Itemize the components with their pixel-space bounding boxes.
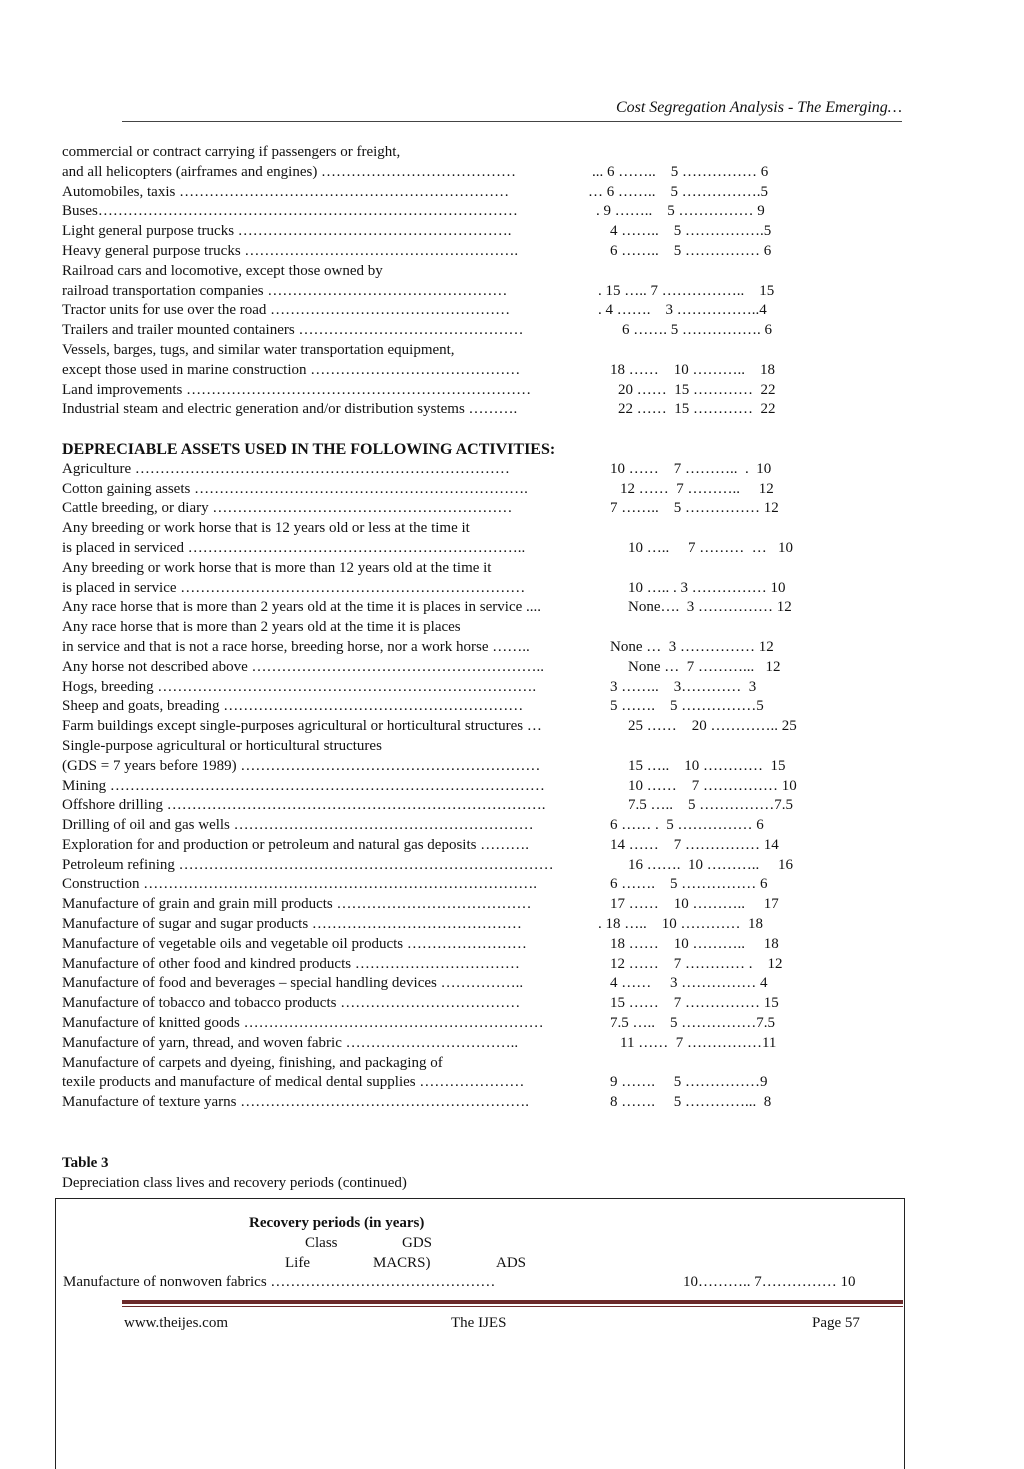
item-description: Light general purpose trucks ………………………………………………. [62,223,512,240]
table-col-macrs: MACRS) [373,1255,431,1271]
item-values: 6 ……. 5 ……………. 6 [622,322,772,339]
item-values: 7 …….. 5 …………… 12 [610,500,779,517]
list-item [62,143,862,163]
list-item [62,1073,862,1093]
list-item [62,301,862,321]
table-row-description: Manufacture of nonwoven fabrics ……………………………………… [63,1274,496,1290]
item-values: 11 …… 7 ……………11 [620,1034,777,1051]
footer-rule-thick [122,1300,903,1304]
running-header-title: Cost Segregation Analysis - The Emerging… [615,99,902,116]
table-row-values: 10……….. 7…………… 10 [683,1274,856,1290]
item-values: None…. 3 …………… 12 [628,599,792,616]
list-item [62,539,862,559]
item-values: 20 …… 15 ………… 22 [618,381,776,398]
item-description: Mining …………………………………………………………………………… [62,777,545,794]
item-values: 15 ….. 10 ………… 15 [628,757,786,774]
table-col-gds: GDS [402,1235,433,1251]
item-description: Manufacture of other food and kindred products …………………………… [62,955,520,972]
item-values: 10 ….. 7 ……… … 10 [628,539,793,556]
list-item [62,1034,862,1054]
list-item [62,658,862,678]
list-item [62,875,862,895]
item-description: Farm buildings except single-purposes agricultural or horticultural structures … [62,718,542,735]
depreciation-list [62,143,862,1113]
item-description: Railroad cars and locomotive, except those owned by [62,262,383,279]
table-3-box [55,1198,905,1469]
item-values: 4 …… 3 …………… 4 [610,975,768,992]
item-description: Manufacture of carpets and dyeing, finishing, and packaging of [62,1054,443,1071]
list-item [62,183,862,203]
list-item [62,955,862,975]
item-values: 6 ……. 5 …………… 6 [610,876,768,893]
list-item [62,242,862,262]
item-values: 15 …… 7 …………… 15 [610,995,779,1012]
item-description: Manufacture of knitted goods …………………………………………………… [62,1015,544,1032]
item-values: 22 …… 15 ………… 22 [618,401,776,418]
header-rule [122,121,902,122]
item-description: Single-purpose agricultural or horticultural structures [62,737,382,754]
list-item [62,1093,862,1113]
item-description: is placed in service …………………………………………………………… [62,579,526,596]
table-head-recovery-periods: Recovery periods (in years) [249,1215,425,1231]
list-item [62,678,862,698]
list-item [62,994,862,1014]
item-values: 12 …… 7 ……….. 12 [620,480,774,497]
item-description: Any horse not described above ………………………………………………….. [62,658,545,675]
item-description: Agriculture ………………………………………………………………… [62,460,510,477]
footer-page-number: Page 57 [812,1315,860,1331]
item-description: Industrial steam and electric generation and/or distribution systems ………. [62,401,518,418]
list-item [62,598,862,618]
table-col-ads: ADS [496,1255,527,1271]
item-values: … 6 …….. 5 …………….5 [588,183,768,200]
footer-journal: The IJES [451,1315,507,1331]
item-description: Petroleum refining ………………………………………………………………… [62,856,554,873]
item-values: 18 …… 10 ……….. 18 [610,361,775,378]
list-item [62,796,862,816]
item-description: Trailers and trailer mounted containers ……………………………………… [62,322,524,339]
item-description: Offshore drilling …………………………………………………………………. [62,797,546,814]
item-values: 5 ……. 5 ……………5 [610,698,764,715]
item-description: in service and that is not a race horse, breeding horse, nor a work horse …….. [62,638,530,655]
item-values: 25 …… 20 ………….. 25 [628,718,797,735]
list-item [62,1014,862,1034]
item-values: . 18 ….. 10 ………… 18 [598,916,763,933]
item-description: Manufacture of yarn, thread, and woven fabric …………………………….. [62,1034,519,1051]
item-values: ... 6 …….. 5 …………… 6 [592,163,769,180]
item-description: Any race horse that is more than 2 years old at the time it is places in service .... [62,599,542,616]
item-values: 10 ….. . 3 …………… 10 [628,579,786,596]
item-description: (GDS = 7 years before 1989) …………………………………………………… [62,757,541,774]
item-description: Construction ……………………………………………………………………. [62,876,537,893]
item-description: is placed in serviced ………………………………………………………….. [62,539,526,556]
item-description: Sheep and goats, breading …………………………………………………… [62,698,524,715]
item-description: Automobiles, taxis ………………………………………………………… [62,183,510,200]
item-description: Any breeding or work horse that is more than 12 years old at the time it [62,559,492,576]
list-item [62,836,862,856]
list-item [62,499,862,519]
item-values: 7.5 ….. 5 ……………7.5 [628,797,793,814]
item-values: 14 …… 7 …………… 14 [610,836,779,853]
item-values: 12 …… 7 ………… . 12 [610,955,783,972]
list-item [62,282,862,302]
list-item [62,777,862,797]
list-item [62,638,862,658]
item-description: Tractor units for use over the road ………………………………………… [62,302,511,319]
item-values: 6 …….. 5 …………… 6 [610,242,772,259]
item-description: Vessels, barges, tugs, and similar water transportation equipment, [62,341,455,358]
item-values: 8 ……. 5 …………... 8 [610,1094,772,1111]
item-description: Manufacture of vegetable oils and vegetable oil products …………………… [62,935,527,952]
item-description: Hogs, breeding …………………………………………………………………. [62,678,537,695]
item-values: 6 …… . 5 …………… 6 [610,817,764,834]
table-caption-block [62,1153,407,1193]
item-description: railroad transportation companies ………………………………………… [62,282,508,299]
item-values: 3 …….. 3………… 3 [610,678,757,695]
list-item [62,618,862,638]
item-description: Buses………………………………………………………………………… [62,203,518,220]
list-item [62,381,862,401]
list-item [62,460,862,480]
list-item [62,321,862,341]
list-item [62,163,862,183]
item-description: Manufacture of sugar and sugar products …………………………………… [62,916,522,933]
item-description: Manufacture of food and beverages – special handling devices …………….. [62,975,524,992]
item-description: except those used in marine construction …………………………………… [62,361,521,378]
list-item [62,361,862,381]
item-description: DEPRECIABLE ASSETS USED IN THE FOLLOWING ACTIVITIES: [62,440,556,458]
list-item [62,935,862,955]
item-description: Cotton gaining assets …………………………………………………………. [62,480,528,497]
list-item [62,757,862,777]
item-values: 7.5 ….. 5 ……………7.5 [610,1015,775,1032]
table-label: Table 3 [62,1155,109,1171]
list-item [62,579,862,599]
item-values: . 4 ……. 3 ……………..4 [598,302,767,319]
item-values: 16 ……. 10 ……….. 16 [628,856,793,873]
item-values: 4 …….. 5 …………….5 [610,223,772,240]
table-caption: Depreciation class lives and recovery periods (continued) [62,1175,407,1191]
item-description: Cattle breeding, or diary …………………………………………………… [62,500,513,517]
footer-website: www.theijes.com [124,1315,229,1331]
item-description: commercial or contract carrying if passengers or freight, [62,144,401,160]
list-item [62,717,862,737]
list-item [62,895,862,915]
list-item [62,816,862,836]
item-description: Any breeding or work horse that is 12 years old or less at the time it [62,520,470,537]
item-values: None … 3 …………… 12 [610,638,774,655]
list-item [62,222,862,242]
item-values: 9 ……. 5 ……………9 [610,1074,768,1091]
table-col-class: Class [305,1235,338,1251]
list-item [62,974,862,994]
list-item [62,400,862,420]
item-description: Heavy general purpose trucks ………………………………………………. [62,242,519,259]
list-item [62,697,862,717]
list-item [62,559,862,579]
item-description: Land improvements …………………………………………………………… [62,381,532,398]
item-values: None … 7 ………... 12 [628,658,781,675]
list-item [62,341,862,361]
item-description: Manufacture of grain and grain mill products ………………………………… [62,896,532,913]
item-values: 18 …… 10 ……….. 18 [610,935,779,952]
row-spacer [62,420,862,440]
list-item [62,915,862,935]
list-item [62,202,862,222]
list-item [62,519,862,539]
item-description: Manufacture of texture yarns …………………………………………………. [62,1094,530,1111]
item-description: Manufacture of tobacco and tobacco products ……………………………… [62,995,521,1012]
footer-rule-thin [122,1306,903,1307]
item-description: Exploration for and production or petroleum and natural gas deposits ………. [62,836,529,853]
list-item [62,480,862,500]
item-description: texile products and manufacture of medical dental supplies ………………… [62,1074,525,1091]
list-item [62,1054,862,1074]
item-description: Any race horse that is more than 2 years old at the time it is places [62,619,461,636]
item-values: 10 …… 7 ……….. . 10 [610,460,772,477]
item-values: 10 …… 7 …………… 10 [628,777,797,794]
item-values: 17 …… 10 ……….. 17 [610,896,779,913]
item-values: . 9 …….. 5 …………… 9 [596,203,765,220]
item-description: Drilling of oil and gas wells …………………………………………………… [62,817,534,834]
item-description: and all helicopters (airframes and engines) ………………………………… [62,163,517,180]
section-heading [62,440,862,460]
list-item [62,856,862,876]
list-item [62,262,862,282]
item-values: . 15 ….. 7 …………….. 15 [598,282,775,299]
list-item [62,737,862,757]
table-col-life: Life [285,1255,310,1271]
